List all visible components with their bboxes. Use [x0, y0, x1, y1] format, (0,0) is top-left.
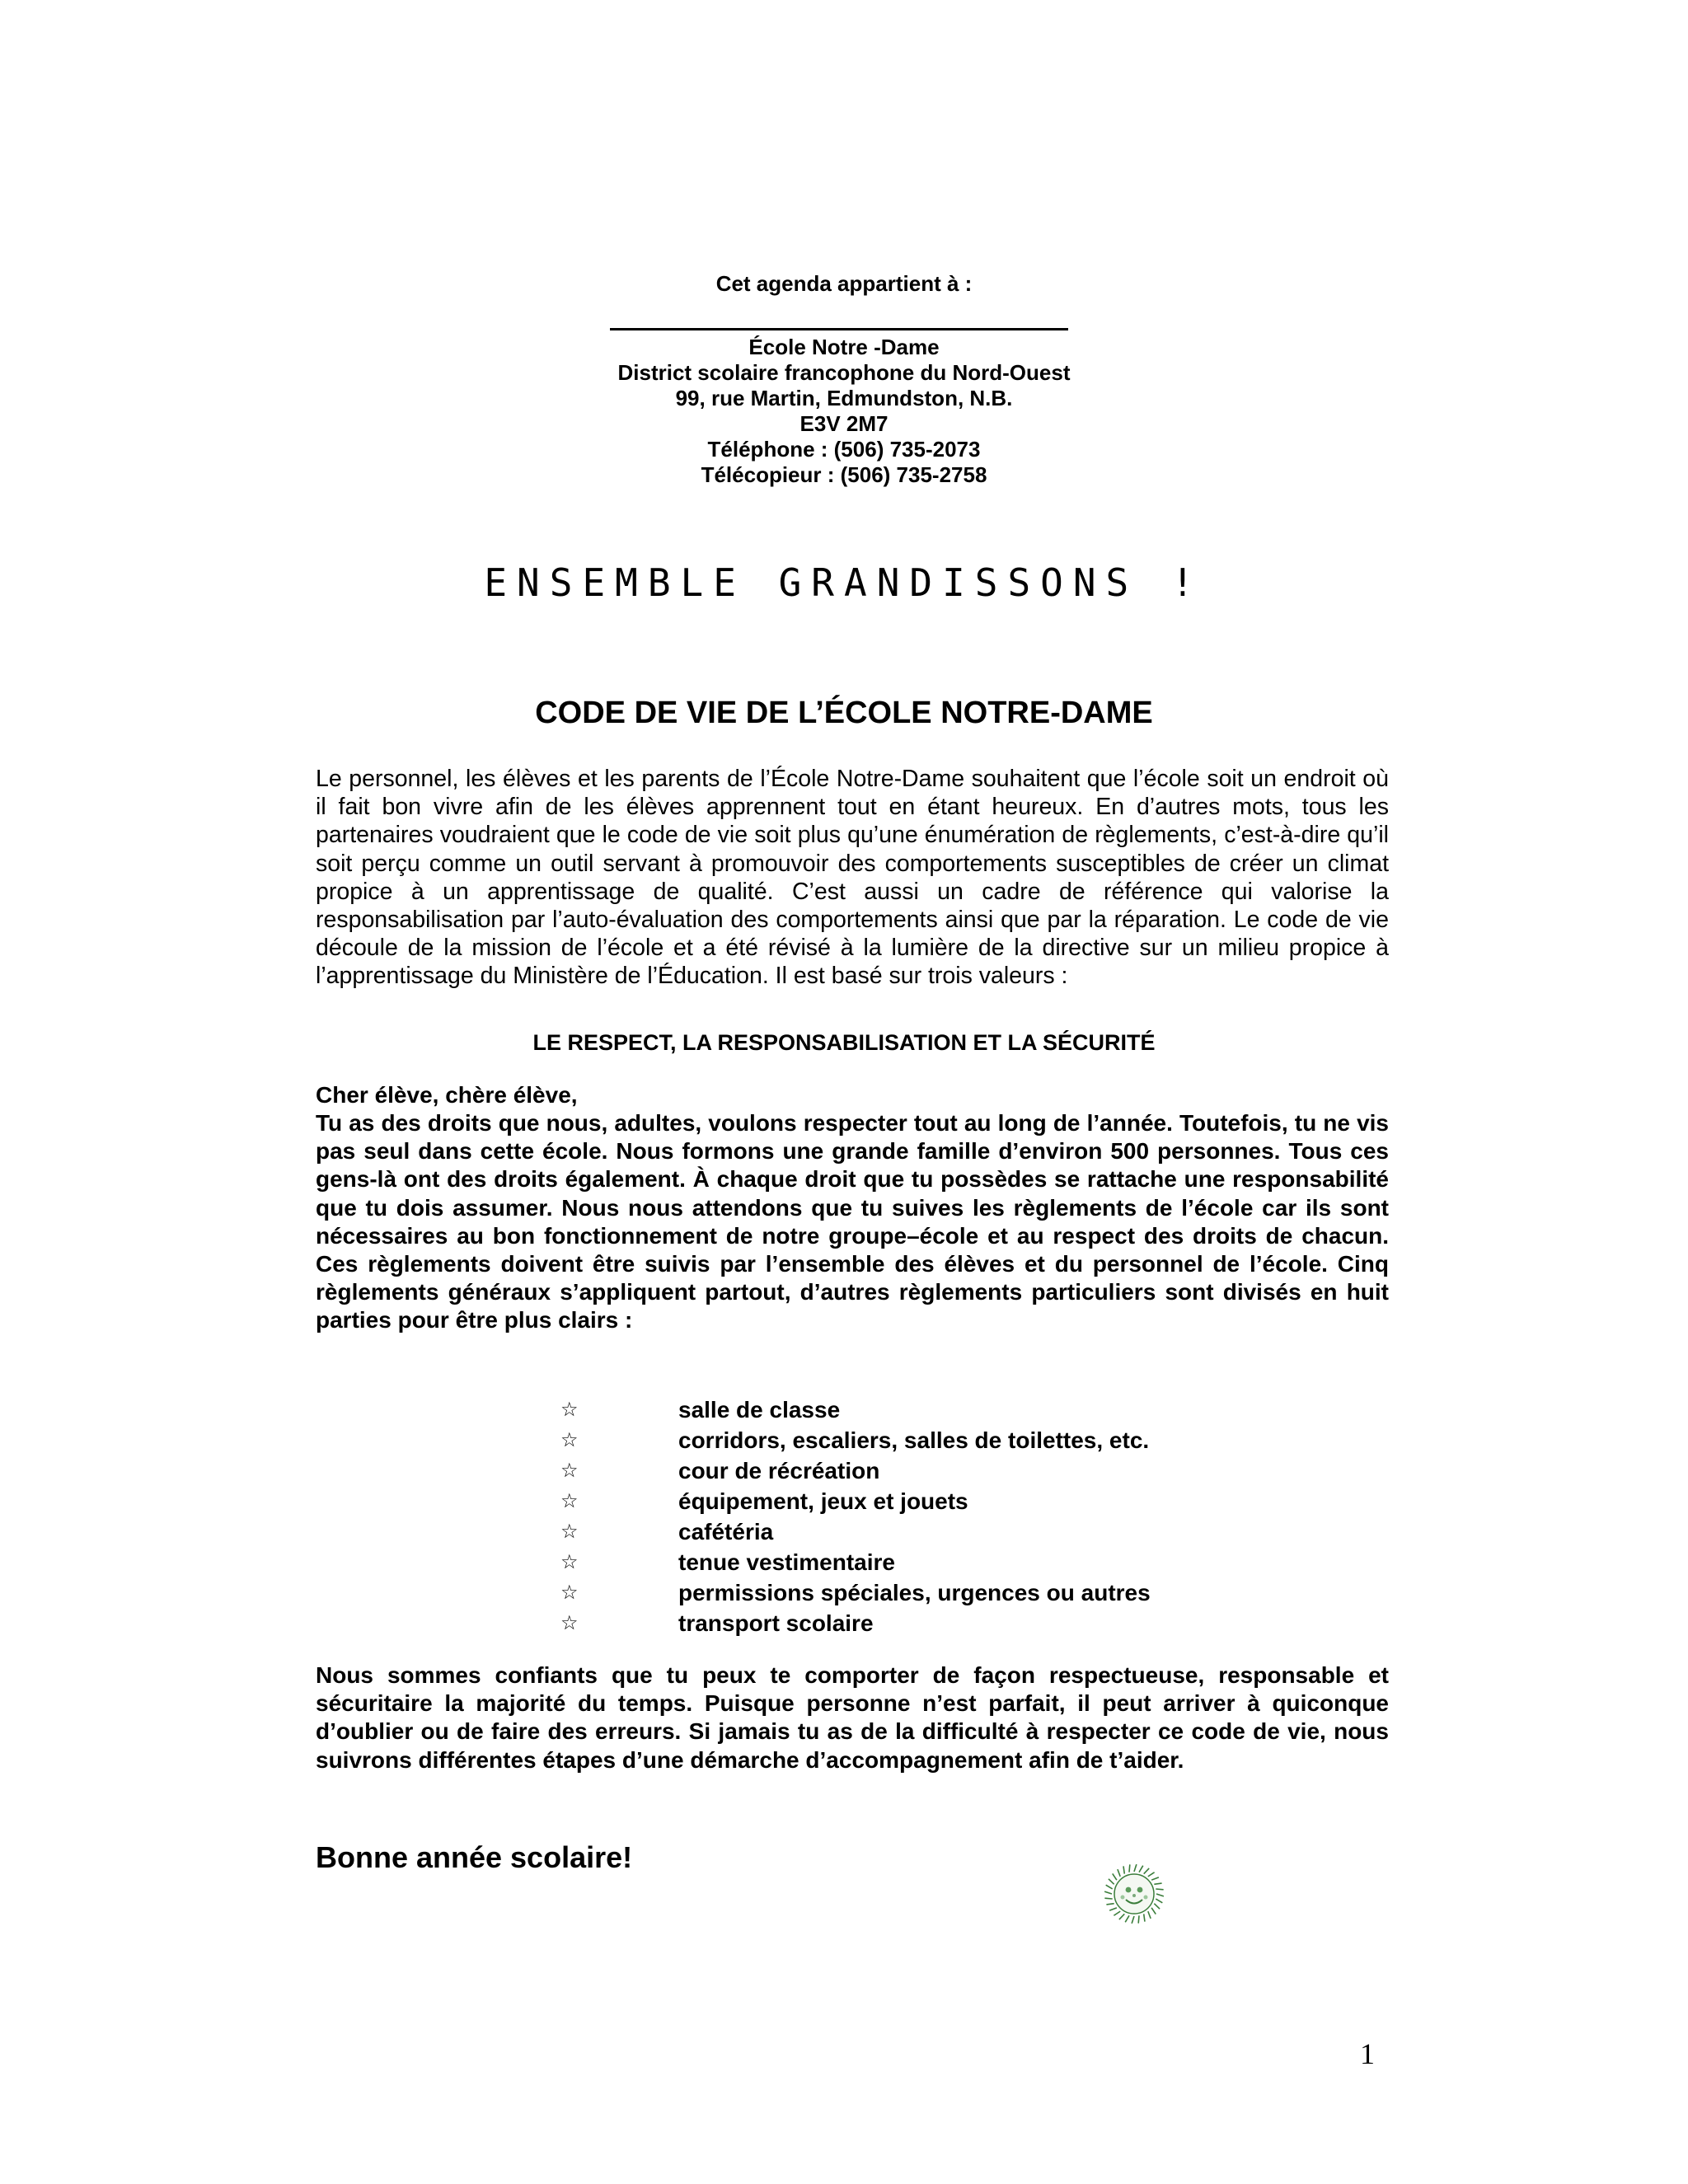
- star-outline-icon: ☆: [560, 1489, 579, 1512]
- rules-list: [560, 1394, 1302, 1638]
- list-item: ☆ cafétéria: [560, 1516, 1302, 1547]
- owner-label: Cet agenda appartient à :: [715, 271, 973, 296]
- star-outline-icon: ☆: [560, 1398, 579, 1421]
- star-outline-icon: ☆: [560, 1428, 579, 1451]
- page-title: CODE DE VIE DE L’ÉCOLE NOTRE-DAME: [535, 696, 1153, 730]
- star-outline-icon: ☆: [560, 1520, 579, 1543]
- school-street: 99, rue Martin, Edmundston, N.B.: [675, 386, 1013, 410]
- letter-paragraph: Tu as des droits que nous, adultes, voulons respecter tout au long de l’année. Toutefois, tu ne vis pas seul dans cette école. Nous formons une grande famille d’environ 500 personnes. Tous ces gens-là ont des droits également. À chaque droit que tu possèdes se rattache une responsabilité que tu dois assumer. Nous nous attendons que tu suives les règlements de l’école car ils sont nécessaires au bon fonctionnement de notre groupe–école et au respect des droits de chacun. Ces règlements doivent être suivis par l’ensemble des élèves et du personnel de l’école. Cinq règlements généraux s’appliquent partout, d’autres règlements particuliers sont divisés en huit parties pour être plus clairs :: [316, 1110, 1389, 1333]
- school-fax: Télécopieur : (506) 735-2758: [701, 462, 987, 487]
- school-postal-code: E3V 2M7: [799, 411, 889, 436]
- school-phone: Téléphone : (506) 735-2073: [707, 437, 981, 462]
- values-heading: LE RESPECT, LA RESPONSABILISATION ET LA SÉCURITÉ: [532, 1030, 1156, 1055]
- list-item: ☆ tenue vestimentaire: [560, 1547, 1302, 1577]
- smiling-sun-logo-icon: [1103, 1863, 1165, 1925]
- owner-name-line: [610, 328, 1068, 330]
- list-item: ☆ permissions spéciales, urgences ou autres: [560, 1577, 1302, 1608]
- school-name: École Notre -Dame: [748, 335, 940, 359]
- page-number: 1: [1360, 2037, 1375, 2070]
- star-outline-icon: ☆: [560, 1611, 579, 1634]
- greeting: Cher élève, chère élève,: [316, 1082, 578, 1108]
- list-item: ☆ salle de classe: [560, 1394, 1302, 1425]
- school-address-block: [0, 335, 1688, 488]
- list-item: ☆ transport scolaire: [560, 1608, 1302, 1638]
- star-outline-icon: ☆: [560, 1550, 579, 1573]
- closing-paragraph: Nous sommes confiants que tu peux te comporter de façon respectueuse, responsable et sécuritaire la majorité du temps. Puisque personne n’est parfait, il peut arriver à quiconque d’oublier ou de faire des erreurs. Si jamais tu as de la difficulté à respecter ce code de vie, nous suivrons différentes étapes d’une démarche d’accompagnement afin de t’aider.: [316, 1662, 1389, 1773]
- list-item: ☆ corridors, escaliers, salles de toilettes, etc.: [560, 1425, 1302, 1455]
- star-outline-icon: ☆: [560, 1581, 579, 1604]
- list-item: ☆ équipement, jeux et jouets: [560, 1486, 1302, 1516]
- signoff: Bonne année scolaire!: [316, 1840, 633, 1874]
- school-district: District scolaire francophone du Nord-Ouest: [617, 360, 1071, 385]
- list-item: ☆ cour de récréation: [560, 1455, 1302, 1486]
- intro-paragraph: Le personnel, les élèves et les parents de l’École Notre-Dame souhaitent que l’école soit un endroit où il fait bon vivre afin de les élèves apprennent tout en étant heureux. En d’autres mots, tous les partenaires voudraient que le code de vie soit plus qu’une énumération de règlements, c’est-à-dire qu’il soit perçu comme un outil servant à promouvoir des comportements susceptibles de créer un climat propice à un apprentissage de qualité. C’est aussi un cadre de référence qui valorise la responsabilisation par l’auto-évaluation des comportements ainsi que par la réparation. Le code de vie découle de la mission de l’école et a été révisé à la lumière de la directive sur un milieu propice à l’apprentissage du Ministère de l’Éducation. Il est basé sur trois valeurs :: [316, 766, 1389, 990]
- slogan: ENSEMBLE GRANDISSONS !: [484, 560, 1204, 605]
- star-outline-icon: ☆: [560, 1459, 579, 1482]
